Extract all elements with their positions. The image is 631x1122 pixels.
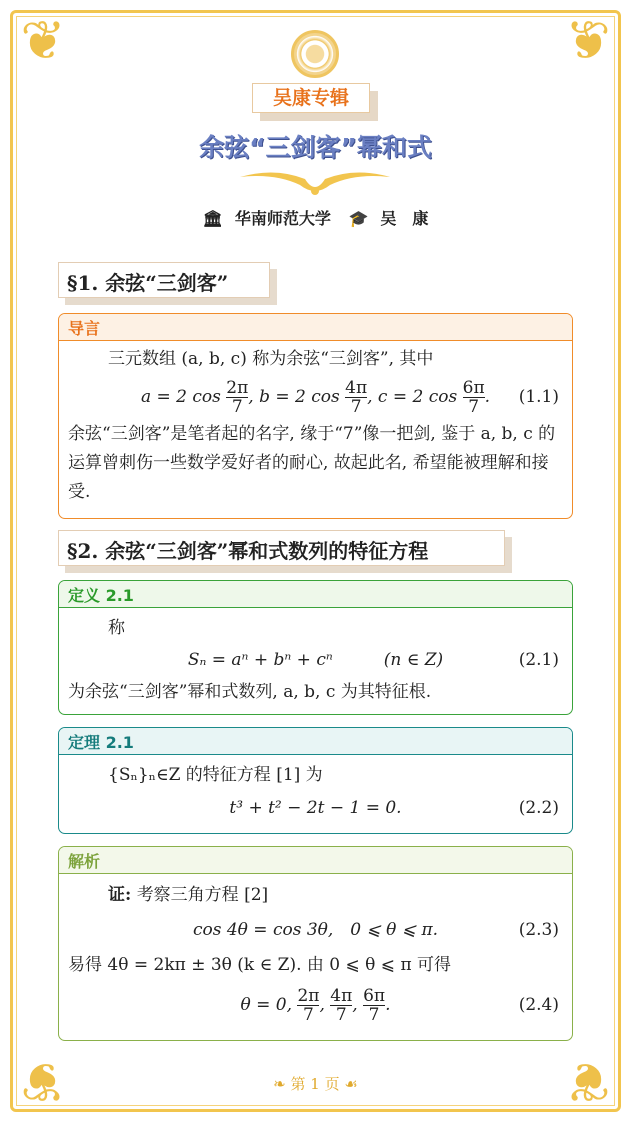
section-2-heading: §2. 余弦“三剑客”幂和式数列的特征方程: [58, 530, 505, 566]
equation-2-3: cos 4θ = cos 3θ, 0 ⩽ θ ⩽ π. (2.3): [192, 920, 559, 940]
intro-line: 三元数组 (a, b, c) 称为余弦“三剑客”, 其中: [108, 349, 434, 369]
equation-number: (1.1): [518, 387, 559, 407]
theorem-box: [58, 727, 573, 834]
intro-box: [58, 313, 573, 519]
equation-2-4: θ = 0, $\frac{2\pi}{7}$ , $\frac{4\pi}{7}$ , $\frac{6\pi}{7}$ . (2.4): [240, 986, 559, 1025]
intro-title: 导言: [59, 314, 572, 341]
corner-ornament-icon: ❦: [20, 1050, 66, 1113]
page-number: ❧ 第 1 页 ☙: [273, 1075, 358, 1093]
album-label: 吴康专辑: [252, 83, 370, 113]
page-title: 余弦“三剑客”幂和式: [199, 133, 432, 162]
graduation-cap-icon: 🎓: [348, 209, 369, 228]
equation-2-1: Sₙ = aⁿ + bⁿ + cⁿ (n ∈ Z) (2.1): [187, 650, 559, 670]
definition-title: 定义 2.1: [59, 581, 572, 608]
university-icon: 🏛: [202, 209, 223, 228]
corner-ornament-icon: ❦: [20, 9, 66, 72]
corner-ornament-icon: ❦: [565, 1050, 611, 1113]
intro-paragraph: 余弦“三剑客”是笔者起的名字, 缘于“7”像一把剑, 鉴于 a, b, c 的运算曾刺伤一些数学爱好者的耐心, 故起此名, 希望能被理解和接受.: [68, 424, 556, 502]
theorem-title: 定理 2.1: [59, 728, 572, 755]
corner-ornament-icon: ❦: [565, 9, 611, 72]
definition-line: 称: [108, 618, 125, 638]
author-name: 吴 康: [380, 209, 429, 228]
theorem-line: {Sₙ}ₙ∈Z 的特征方程 [1] 为: [108, 765, 323, 785]
analysis-title: 解析: [59, 847, 572, 874]
equation-2-2: t³ + t² − 2t − 1 = 0. (2.2): [229, 798, 559, 818]
definition-line: 为余弦“三剑客”幂和式数列, a, b, c 为其特征根.: [68, 682, 432, 702]
analysis-box: [58, 846, 573, 1041]
university-name: 华南师范大学: [234, 209, 331, 228]
proof-label: 证:: [108, 885, 132, 905]
equation-1-1: a = 2 cos $\frac{2\pi}{7}$ , b = 2 cos $\frac{4\pi}{7}$ , c = 2 cos $\frac{6\pi}{7}$ . (1.1): [68, 374, 563, 420]
title-ornament-icon: [235, 165, 395, 197]
analysis-line: 考察三角方程 [2]: [136, 885, 269, 905]
analysis-line: 易得 4θ = 2kπ ± 3θ (k ∈ Z). 由 0 ⩽ θ ⩽ π 可得: [68, 955, 452, 975]
university-seal-icon: [291, 30, 339, 78]
section-1-heading: §1. 余弦“三剑客”: [58, 262, 270, 298]
author-line: [0, 206, 631, 229]
definition-box: [58, 580, 573, 715]
